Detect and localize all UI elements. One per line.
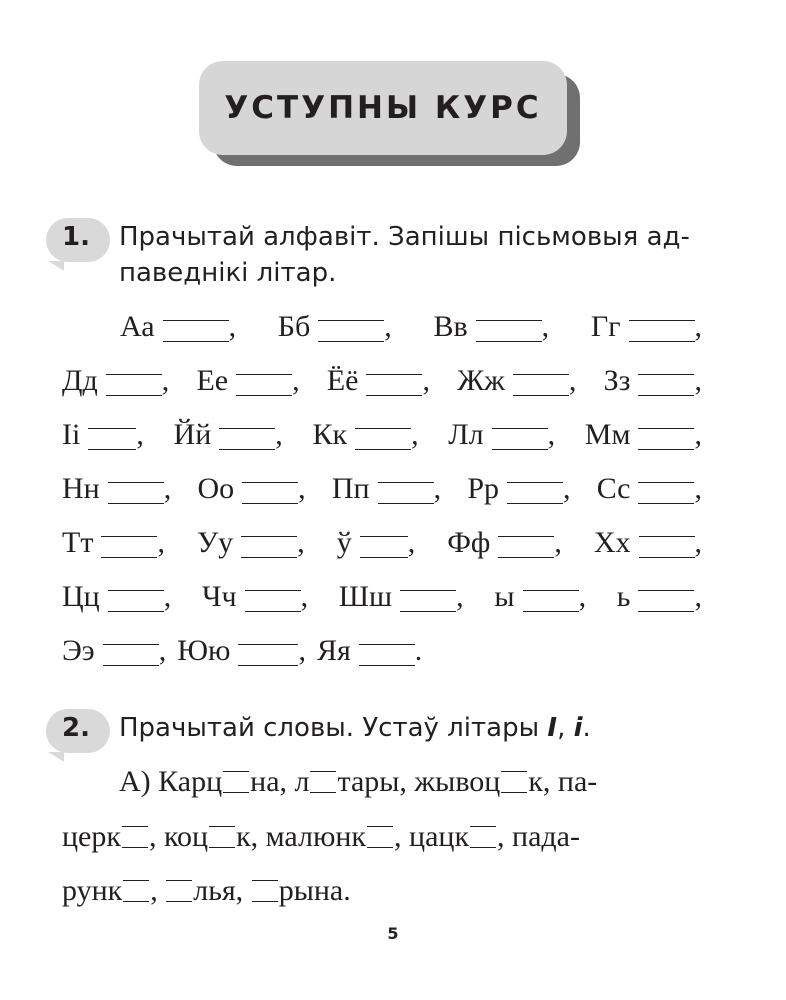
letter-pair: Гг: [590, 310, 621, 343]
letter-pair: Жж: [457, 364, 505, 397]
separator: ,: [578, 580, 587, 613]
answer-blank[interactable]: [103, 644, 159, 666]
separator: ,: [298, 472, 306, 505]
letter-pair: Фф: [447, 526, 491, 559]
separator: ,: [554, 526, 562, 559]
answer-blank[interactable]: [476, 320, 542, 342]
alphabet-row: [62, 418, 702, 452]
alphabet-item: [494, 580, 586, 614]
answer-blank[interactable]: [88, 428, 136, 450]
answer-blank[interactable]: [400, 590, 456, 612]
answer-blank[interactable]: [108, 590, 164, 612]
alphabet-item: [467, 472, 570, 506]
answer-blank[interactable]: [163, 320, 229, 342]
alphabet-item: [174, 418, 283, 452]
alphabet-item: [317, 634, 422, 668]
letter-pair: Юю: [177, 634, 231, 667]
letter-pair: Аа: [120, 310, 155, 343]
word-part: А) Карц: [119, 765, 223, 798]
separator: ,: [275, 418, 283, 451]
end-mark: .: [414, 634, 423, 667]
instruction-end: .: [582, 713, 591, 743]
word-part: ,: [150, 874, 166, 907]
answer-blank[interactable]: [629, 320, 695, 342]
word-part: на, л: [250, 765, 310, 798]
letter-pair: Цц: [62, 580, 100, 613]
letter-upper: І: [547, 713, 558, 743]
exercise-1-number: 1.: [62, 222, 90, 252]
answer-blank[interactable]: [638, 590, 694, 612]
separator: ,: [384, 310, 392, 343]
separator: ,: [694, 364, 702, 397]
letter-pair: Нн: [62, 472, 100, 505]
answer-blank[interactable]: [355, 428, 411, 450]
alphabet-item: [62, 580, 171, 614]
separator: ,: [563, 472, 571, 505]
separator: ,: [694, 472, 702, 505]
alphabet-item: [594, 526, 702, 560]
separator: ,: [292, 364, 300, 397]
answer-blank[interactable]: [318, 320, 384, 342]
alphabet-item: [62, 418, 144, 452]
separator: ,: [433, 472, 442, 505]
alphabet-item: [433, 310, 549, 344]
letter-lower: і: [573, 713, 583, 743]
answer-blank[interactable]: [242, 482, 298, 504]
answer-blank[interactable]: [219, 428, 275, 450]
separator: ,: [568, 364, 577, 397]
alphabet-item: [457, 364, 576, 398]
exercise-2-instruction: [119, 713, 591, 743]
separator: ,: [157, 526, 165, 559]
letter-pair: Рр: [467, 472, 500, 505]
letter-pair: Мм: [584, 418, 631, 451]
answer-blank[interactable]: [101, 536, 157, 558]
answer-blank[interactable]: [492, 428, 548, 450]
word-part: , пада-: [497, 820, 580, 853]
exercise-2-line-1: [119, 765, 597, 799]
separator: ,: [694, 418, 702, 451]
alphabet-item: [447, 526, 562, 560]
alphabet-item: [177, 634, 306, 668]
answer-blank[interactable]: [378, 482, 434, 504]
exercise-1-instruction-line2: паведнікі літар.: [119, 258, 337, 288]
alphabet-item: [617, 580, 702, 614]
answer-blank[interactable]: [523, 590, 579, 612]
letter-gap[interactable]: [367, 826, 393, 848]
letter-separator: ,: [557, 713, 574, 743]
alphabet-row: [62, 526, 702, 560]
alphabet-item: [197, 472, 305, 506]
letter-pair: ы: [494, 580, 515, 613]
alphabet-item: [585, 418, 702, 452]
alphabet-item: [62, 472, 171, 506]
alphabet-item: [332, 472, 441, 506]
alphabet-item: [591, 310, 702, 344]
answer-blank[interactable]: [638, 482, 694, 504]
letter-pair: Йй: [173, 418, 212, 451]
letter-pair: Іі: [62, 418, 81, 451]
exercise-1-instruction-line1: Прачытай алфавіт. Запішы пісьмовыя ад-: [119, 222, 690, 252]
separator: ,: [228, 310, 237, 343]
letter-gap[interactable]: [501, 771, 527, 793]
answer-blank[interactable]: [638, 428, 694, 450]
alphabet-item: [196, 364, 299, 398]
alphabet-item: [197, 526, 305, 560]
separator: ,: [300, 580, 309, 613]
word-part: рунк: [62, 874, 123, 907]
answer-blank[interactable]: [108, 482, 164, 504]
page-number: 5: [387, 924, 399, 943]
answer-blank[interactable]: [366, 374, 422, 396]
letter-pair: Ёё: [326, 364, 359, 397]
separator: ,: [694, 526, 702, 559]
letter-pair: Пп: [331, 472, 370, 505]
letter-pair: Зз: [603, 364, 631, 397]
letter-pair: Кк: [312, 418, 348, 451]
word-part: церк: [62, 820, 121, 853]
letter-pair: Вв: [433, 310, 468, 343]
alphabet-item: [120, 310, 236, 344]
separator: ,: [163, 580, 172, 613]
letter-gap[interactable]: [310, 771, 336, 793]
separator: ,: [411, 418, 419, 451]
alphabet-row: [120, 310, 702, 344]
word-part: , коц: [148, 820, 209, 853]
letter-gap[interactable]: [123, 880, 149, 902]
alphabet-item: [62, 526, 165, 560]
separator: ,: [694, 580, 702, 613]
answer-blank[interactable]: [106, 374, 162, 396]
answer-blank[interactable]: [359, 644, 415, 666]
letter-pair: Яя: [316, 634, 351, 667]
alphabet-row: [62, 580, 702, 614]
instruction-text: Прачытай словы. Устаў літары: [119, 713, 548, 743]
separator: ,: [547, 418, 556, 451]
letter-pair: Хх: [593, 526, 631, 559]
alphabet-item: [278, 310, 392, 344]
separator: ,: [163, 472, 172, 505]
separator: ,: [136, 418, 144, 451]
alphabet-item: [604, 364, 702, 398]
answer-blank[interactable]: [639, 536, 695, 558]
answer-blank[interactable]: [241, 536, 297, 558]
separator: ,: [422, 364, 430, 397]
separator: ,: [158, 634, 167, 667]
alphabet-item: [62, 634, 166, 668]
word-part: тары, жывоц: [337, 765, 501, 798]
word-part: лья,: [193, 874, 251, 907]
letter-pair: Дд: [62, 364, 98, 397]
letter-pair: Сс: [596, 472, 631, 505]
letter-gap[interactable]: [166, 880, 192, 902]
exercise-2-number: 2.: [62, 713, 90, 743]
separator: ,: [297, 526, 305, 559]
alphabet-row: [62, 472, 702, 506]
answer-blank[interactable]: [513, 374, 569, 396]
letter-gap[interactable]: [252, 880, 278, 902]
letter-pair: Бб: [277, 310, 311, 343]
alphabet-item: [202, 580, 308, 614]
separator: ,: [161, 364, 170, 397]
separator: ,: [407, 526, 416, 559]
alphabet-item: [597, 472, 702, 506]
exercise-2-line-2: [62, 820, 580, 854]
answer-blank[interactable]: [360, 536, 408, 558]
separator: ,: [694, 310, 702, 343]
word-part: к, малюнк: [236, 820, 367, 853]
answer-blank[interactable]: [236, 374, 292, 396]
word-part: к, па-: [528, 765, 598, 798]
letter-pair: Ээ: [62, 634, 95, 667]
letter-gap[interactable]: [122, 826, 148, 848]
separator: ,: [541, 310, 550, 343]
letter-gap[interactable]: [209, 826, 235, 848]
alphabet-item: [312, 418, 418, 452]
alphabet-row: [62, 634, 433, 668]
letter-pair: Оо: [197, 472, 235, 505]
letter-pair: Уу: [196, 526, 234, 559]
alphabet-item: [448, 418, 555, 452]
letter-pair: Чч: [201, 580, 237, 613]
answer-blank[interactable]: [507, 482, 563, 504]
letter-pair: ў: [336, 526, 352, 559]
alphabet-item: [339, 580, 464, 614]
page-title: УСТУПНЫ КУРС: [224, 90, 542, 126]
exercise-2-line-3: [62, 874, 351, 908]
letter-gap[interactable]: [470, 826, 496, 848]
letter-pair: Лл: [448, 418, 484, 451]
answer-blank[interactable]: [498, 536, 554, 558]
letter-pair: Шш: [338, 580, 393, 613]
letter-pair: ь: [616, 580, 631, 613]
answer-blank[interactable]: [638, 374, 694, 396]
alphabet-item: [337, 526, 416, 560]
answer-blank[interactable]: [245, 590, 301, 612]
alphabet-row: [62, 364, 702, 398]
separator: ,: [298, 634, 306, 667]
word-part: рына.: [278, 874, 351, 907]
alphabet-item: [62, 364, 169, 398]
alphabet-item: [327, 364, 430, 398]
answer-blank[interactable]: [238, 644, 298, 666]
letter-gap[interactable]: [223, 771, 249, 793]
letter-pair: Ее: [196, 364, 229, 397]
word-part: , цацк: [394, 820, 470, 853]
title-banner: [199, 61, 567, 155]
separator: ,: [456, 580, 464, 613]
letter-pair: Тт: [62, 526, 94, 559]
